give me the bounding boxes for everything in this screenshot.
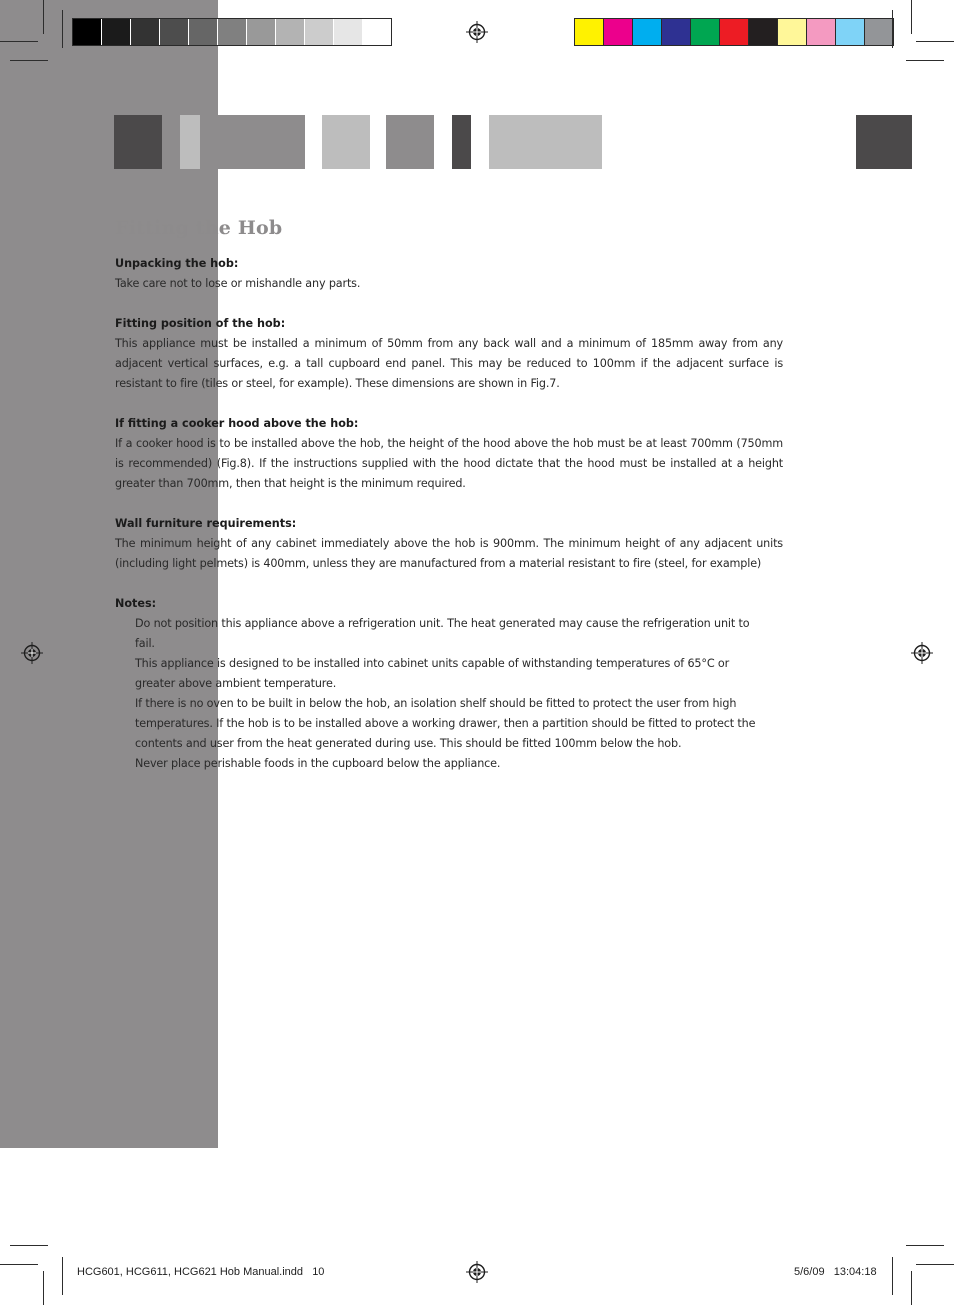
crop-mark <box>906 60 944 61</box>
crop-mark <box>0 1264 38 1265</box>
note-text: This appliance is designed to be installed into cabinet units capable of withstanding temperatures of 65°C or greater above ambient temperature. <box>135 657 730 690</box>
colour-swatch <box>864 19 893 45</box>
section-fitting-position <box>115 314 783 394</box>
registration-target-icon <box>21 642 43 664</box>
colour-swatch <box>719 19 748 45</box>
colour-registration-bar <box>574 18 894 46</box>
colour-swatch <box>73 19 101 45</box>
colour-swatch <box>835 19 864 45</box>
colour-swatch <box>217 19 246 45</box>
page-title: Fitting the Hob <box>115 217 283 239</box>
note-text: Never place perishable foods in the cupboard below the appliance. <box>135 757 501 770</box>
notes-heading: Notes: <box>115 597 157 610</box>
registration-target-icon <box>911 642 933 664</box>
colour-swatch <box>575 19 603 45</box>
crop-mark <box>10 1245 48 1246</box>
crop-mark <box>892 10 893 48</box>
section-wall-furniture <box>115 514 783 574</box>
section-body: Take care not to lose or mishandle any parts. <box>115 277 361 290</box>
header-block <box>386 115 434 169</box>
crop-mark <box>911 0 912 34</box>
list-item <box>115 614 783 654</box>
list-item <box>115 754 783 774</box>
colour-swatch <box>661 19 690 45</box>
registration-target-icon <box>466 1261 488 1283</box>
header-block <box>217 115 305 169</box>
section-body: This appliance must be installed a minimum of 50mm from any back wall and a minimum of 185mm away from any adjacent vertical surfaces, e.g. a tall cupboard end panel. This may be reduced to 100mm if the adjacent surface is resistant to fire (tiles or steel, for example). These dimensions are shown in Fig.7. <box>115 337 783 390</box>
header-block <box>856 115 912 169</box>
colour-swatch <box>806 19 835 45</box>
section-body: The minimum height of any cabinet immediately above the hob is 900mm. The minimum height of any adjacent units (including light pelmets) is 400mm, unless they are manufactured from a material resistant to fire (steel, for example) <box>115 537 783 570</box>
page-content <box>115 214 783 794</box>
crop-mark <box>62 1257 63 1295</box>
section-unpacking <box>115 254 783 294</box>
note-text: Do not position this appliance above a refrigeration unit. The heat generated may cause the refrigeration unit to fail. <box>135 617 750 650</box>
header-block <box>180 115 200 169</box>
crop-mark <box>43 1271 44 1305</box>
colour-swatch <box>159 19 188 45</box>
section-cooker-hood <box>115 414 783 494</box>
colour-swatch <box>304 19 333 45</box>
section-notes <box>115 594 783 774</box>
section-heading: Unpacking the hob: <box>115 257 239 270</box>
footer-file-info: HCG601, HCG611, HCG621 Hob Manual.indd 10 <box>77 1266 325 1278</box>
header-block <box>489 115 602 169</box>
header-block <box>114 115 162 169</box>
colour-swatch <box>362 19 391 45</box>
crop-mark <box>916 41 954 42</box>
colour-swatch <box>748 19 777 45</box>
colour-swatch <box>246 19 275 45</box>
section-body: If a cooker hood is to be installed above the hob, the height of the hood above the hob must be at least 700mm (750mm is recommended) (Fig.8). If the instructions supplied with the hood dictate that the hood must be installed at a height greater than 700mm, then that height is the minimum required. <box>115 437 783 490</box>
bullet-icon: • <box>115 697 122 710</box>
registration-target-icon <box>466 21 488 43</box>
colour-swatch <box>777 19 806 45</box>
list-item <box>115 694 783 754</box>
header-block <box>452 115 471 169</box>
colour-swatch <box>275 19 304 45</box>
bullet-icon: • <box>115 657 122 670</box>
crop-mark <box>892 1257 893 1295</box>
colour-swatch <box>690 19 719 45</box>
colour-swatch <box>603 19 632 45</box>
crop-mark <box>911 1271 912 1305</box>
crop-mark <box>916 1264 954 1265</box>
colour-swatch <box>101 19 130 45</box>
header-block <box>322 115 370 169</box>
crop-mark <box>10 60 48 61</box>
greyscale-registration-bar <box>72 18 392 46</box>
section-heading: Wall furniture requirements: <box>115 517 297 530</box>
crop-mark <box>906 1245 944 1246</box>
crop-mark <box>43 0 44 34</box>
header-block <box>42 115 100 169</box>
note-text: If there is no oven to be built in below the hob, an isolation shelf should be fitted to protect the user from high temperatures. If the hob is to be installed above a working drawer, then a partition should be fitted to protect the contents and user from the heat generated during use. This should be fitted 100mm below the hob. <box>135 697 756 750</box>
colour-swatch <box>632 19 661 45</box>
bullet-icon: • <box>115 757 122 770</box>
notes-list <box>115 614 783 774</box>
colour-swatch <box>130 19 159 45</box>
section-heading: If fitting a cooker hood above the hob: <box>115 417 359 430</box>
colour-swatch <box>333 19 362 45</box>
section-heading: Fitting position of the hob: <box>115 317 286 330</box>
colour-swatch <box>188 19 217 45</box>
list-item <box>115 654 783 694</box>
bullet-icon: • <box>115 617 122 630</box>
crop-mark <box>0 41 38 42</box>
crop-mark <box>62 10 63 48</box>
footer-timestamp: 5/6/09 13:04:18 <box>794 1266 877 1278</box>
